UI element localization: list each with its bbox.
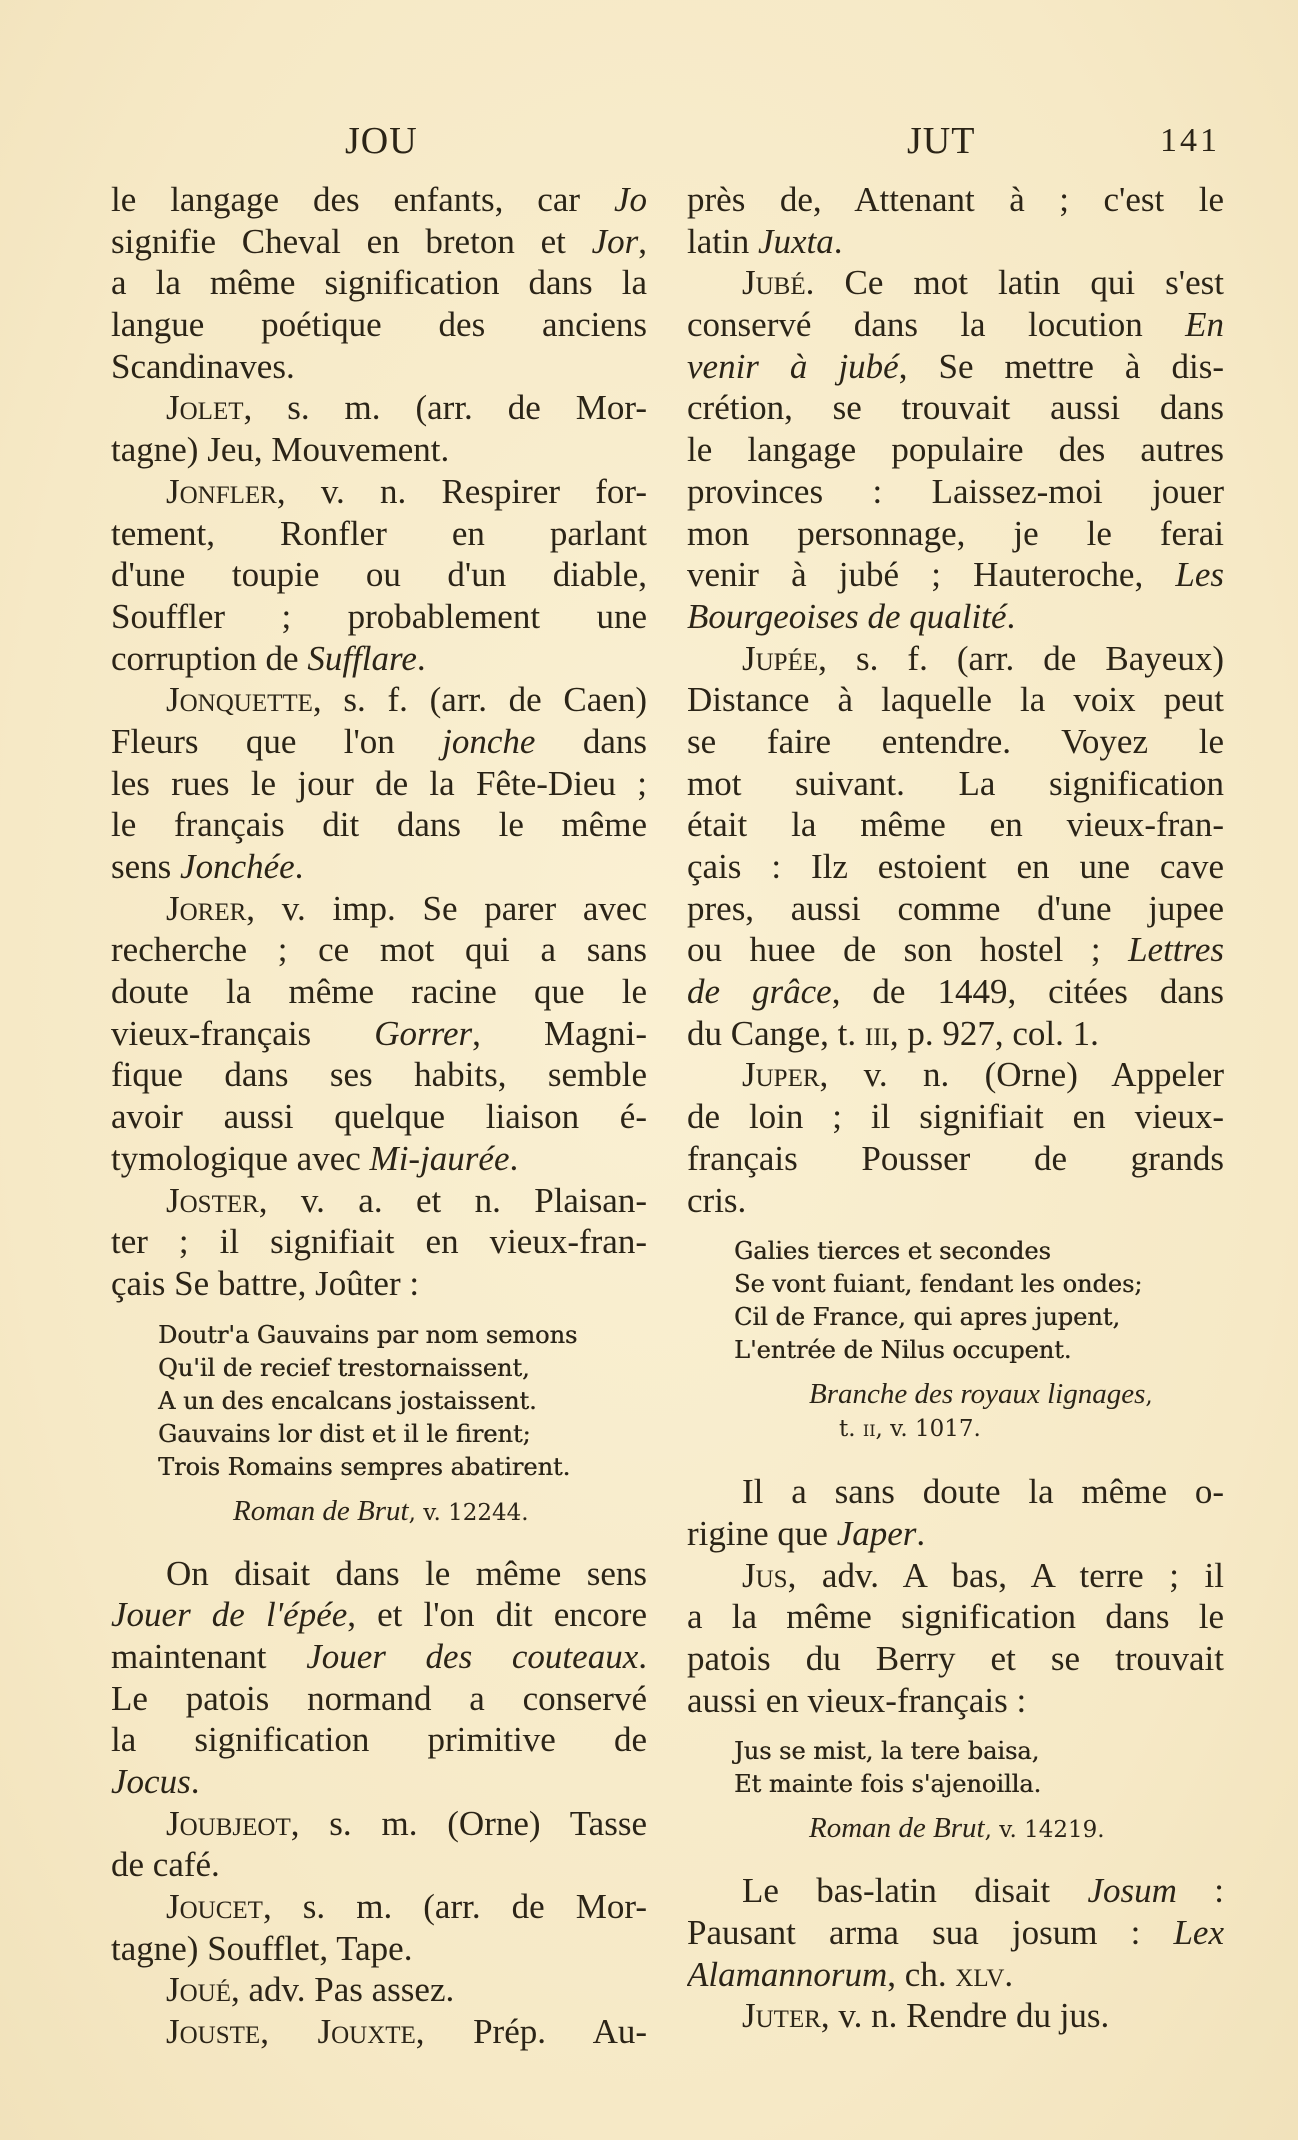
text-line [111, 1138, 647, 1180]
text-line [687, 262, 1224, 304]
text-line [111, 471, 647, 513]
text-run: Se vont fuiant, fendant les ondes; [734, 1270, 1143, 1299]
text-line [111, 1844, 647, 1886]
text-run: Jus se mist, la tere baisa, [734, 1737, 1040, 1766]
text-line [111, 262, 647, 304]
text-run: Qu'il de recief trestornaissent, [158, 1353, 530, 1382]
text-run: vieux-français [111, 1013, 375, 1053]
text-run: conservé dans la locution [687, 305, 1186, 345]
italic-term: Jocus [111, 1762, 191, 1801]
text-line [233, 1494, 647, 1529]
text-line [687, 554, 1224, 596]
text-run: Scandinaves. [111, 346, 295, 386]
text-run: . [638, 1636, 647, 1676]
text-line [111, 763, 647, 805]
dictionary-paragraph [687, 1471, 1224, 1554]
text-run: , v. imp. Se parer avec [246, 888, 647, 928]
text-line [111, 1803, 647, 1845]
dictionary-paragraph [111, 888, 647, 1180]
citation [687, 1811, 1224, 1846]
text-line [687, 179, 1224, 221]
text-run: , s. m. (Orne) Tasse [290, 1803, 647, 1843]
text-run: Trois Romains sempres abatirent. [158, 1452, 571, 1481]
italic-term: Jo [613, 180, 647, 219]
text-run: , de 1449, citées dans [831, 972, 1224, 1012]
text-run: du Cange, t. [687, 1013, 865, 1053]
text-run: , s. m. (arr. de Mor- [262, 1887, 647, 1927]
text-line [111, 679, 647, 721]
text-run: près de, Attenant à ; c'est le [687, 180, 1224, 219]
text-line [111, 1594, 647, 1636]
verse-quotation [111, 1319, 647, 1484]
text-run: maintenant [111, 1636, 307, 1676]
dictionary-paragraph [111, 1803, 647, 1886]
text-run: tymologique avec [111, 1138, 370, 1178]
text-line [111, 2011, 647, 2053]
italic-term: Branche des royaux lignages [809, 1378, 1146, 1411]
text-run: patois du Berry et se trouvait [687, 1638, 1224, 1678]
text-line [111, 1678, 647, 1720]
text-run: Gauvains lor dist et il le firent; [158, 1419, 531, 1448]
text-column-right [687, 179, 1224, 2037]
text-line [111, 304, 647, 346]
text-run: les rues le jour de la Fête-Dieu ; [111, 763, 647, 803]
headword: Juper [742, 1055, 820, 1095]
italic-term: Lettres [1128, 930, 1224, 970]
text-run: la signification primitive de [111, 1720, 647, 1760]
dictionary-paragraph [111, 387, 647, 470]
text-run: sens [111, 847, 181, 886]
headword: Juter [742, 1996, 821, 2036]
text-line [111, 929, 647, 971]
text-line [158, 1352, 647, 1385]
text-line [111, 1096, 647, 1138]
text-line [111, 1761, 647, 1803]
text-line [687, 1513, 1224, 1555]
text-run: . [1006, 596, 1016, 636]
text-line [111, 1969, 647, 2011]
text-line [111, 1013, 647, 1055]
text-line [111, 804, 647, 846]
text-run: , Prép. Au- [415, 2012, 647, 2052]
text-run: doute la même racine que le [111, 972, 647, 1012]
text-run: , Se mettre à dis- [898, 346, 1224, 386]
text-line [111, 429, 647, 471]
text-line [687, 804, 1224, 846]
dictionary-paragraph [687, 1054, 1224, 1221]
text-line [111, 1719, 647, 1761]
running-head-right: JUT [907, 120, 976, 162]
text-run: On disait dans le même sens [166, 1553, 647, 1593]
text-run: , v. n. Rendre du jus. [820, 1996, 1110, 2036]
text-run: latin [687, 221, 758, 261]
text-line [687, 1471, 1224, 1513]
text-run: . [294, 847, 304, 886]
text-line [158, 1418, 647, 1451]
text-run: . [416, 638, 426, 678]
text-line [111, 971, 647, 1013]
italic-term: Jouer de l'épée [111, 1595, 348, 1635]
text-line [111, 387, 647, 429]
dictionary-paragraph [687, 1555, 1224, 1722]
text-line [687, 1555, 1224, 1597]
text-run: . [833, 221, 843, 261]
dictionary-paragraph [687, 1995, 1224, 2037]
text-line [111, 346, 647, 388]
text-line [687, 1138, 1224, 1180]
text-line [111, 1636, 647, 1678]
headword: Jonfler [166, 471, 277, 511]
italic-term: Roman de Brut [809, 1812, 985, 1845]
text-column-left [111, 179, 647, 2053]
text-line [687, 304, 1224, 346]
text-line [809, 1412, 1224, 1447]
text-run: Fleurs que l'on [111, 721, 443, 761]
text-run: Distance à laquelle la voix peut [687, 680, 1224, 720]
text-run: A un des encalcans jostaissent. [158, 1386, 537, 1415]
text-line [734, 1735, 1224, 1768]
text-run: , adv. A bas, A terre ; il [787, 1555, 1224, 1595]
text-line [111, 179, 647, 221]
citation [687, 1377, 1224, 1447]
italic-term: venir à jubé [687, 346, 899, 386]
text-run: aussi en vieux-français : [687, 1680, 1027, 1720]
text-line [111, 596, 647, 638]
text-run: , v. n. (Orne) Appeler [819, 1055, 1224, 1095]
text-line [111, 1180, 647, 1222]
text-line [687, 638, 1224, 680]
headword: Jouxte [317, 2012, 416, 2052]
text-run: Il a sans doute la même o- [742, 1472, 1224, 1512]
text-line [687, 596, 1224, 638]
text-line [158, 1319, 647, 1352]
text-run: , v. n. Respirer for- [276, 471, 647, 511]
text-line [734, 1268, 1224, 1301]
text-line [687, 846, 1224, 888]
text-line [809, 1377, 1224, 1412]
text-run: çais Se battre, Joûter : [111, 1263, 420, 1303]
text-line [111, 721, 647, 763]
text-run: . Ce mot latin qui s'est [805, 263, 1224, 303]
italic-term: Josum [1087, 1871, 1177, 1911]
text-run: rigine que [687, 1513, 837, 1553]
text-line [687, 513, 1224, 555]
text-line [687, 1912, 1224, 1954]
text-run: mot suivant. La signification [687, 763, 1224, 803]
text-run: Et mainte fois s'ajenoilla. [734, 1770, 1042, 1799]
text-run: recherche ; ce mot qui a sans [111, 930, 647, 970]
text-line [809, 1811, 1224, 1846]
text-line [111, 1221, 647, 1263]
headword: Jupée [742, 638, 819, 678]
text-run: dans [535, 721, 647, 761]
text-run: , s. m. (arr. de Mor- [243, 388, 647, 428]
text-line [111, 638, 647, 680]
italic-term: En [1185, 305, 1224, 345]
italic-term: jonche [442, 721, 536, 761]
text-run: a la même signification dans la [111, 263, 647, 303]
dictionary-paragraph [111, 179, 647, 387]
text-line [687, 1013, 1224, 1055]
text-line [111, 1553, 647, 1595]
text-run: L'entrée de Nilus occupent. [734, 1336, 1072, 1365]
text-line [687, 971, 1224, 1013]
verse-quotation [687, 1235, 1224, 1367]
italic-term: Bourgeoises de qualité [687, 596, 1007, 636]
text-run: d'une toupie ou d'un diable, [111, 555, 647, 595]
text-line [111, 1928, 647, 1970]
text-line [111, 554, 647, 596]
text-run: , adv. Pas assez. [231, 1970, 455, 2010]
text-run: ter ; il signifiait en vieux-fran- [111, 1222, 647, 1262]
text-run: corruption de [111, 638, 308, 678]
text-line [687, 1596, 1224, 1638]
text-run: , et l'on dit encore [347, 1595, 647, 1635]
text-line [111, 1886, 647, 1928]
text-run: de loin ; il signifiait en vieux- [687, 1097, 1224, 1137]
text-line [158, 1385, 647, 1418]
text-run: se faire entendre. Voyez le [687, 721, 1224, 761]
text-run: le langage des enfants, car [111, 180, 614, 219]
text-run: Pausant arma sua josum : [687, 1913, 1174, 1952]
dictionary-paragraph [687, 179, 1224, 262]
headword: Jolet [166, 388, 244, 428]
citation [111, 1494, 647, 1529]
headword: Joster [166, 1180, 259, 1220]
text-line [687, 1638, 1224, 1680]
text-run: le français dit dans le même [111, 805, 647, 845]
text-line [687, 387, 1224, 429]
text-line [111, 888, 647, 930]
dictionary-paragraph [687, 638, 1224, 1055]
text-run: , v. 12244. [408, 1499, 529, 1526]
headword: Joubjeot [166, 1803, 291, 1843]
dictionary-paragraph [687, 262, 1224, 637]
headword: Jus [742, 1555, 788, 1595]
headword: Jonquette [166, 680, 313, 720]
italic-term: Lex [1173, 1913, 1224, 1952]
headword: Joucet [166, 1887, 263, 1927]
italic-term: Sufflare [307, 638, 417, 678]
italic-term: Alamannorum [687, 1954, 888, 1994]
text-run: langue poétique des anciens [111, 305, 647, 345]
text-run: le langage populaire des autres [687, 430, 1224, 470]
text-run: crétion, se trouvait aussi dans [687, 388, 1224, 428]
text-line [111, 1263, 647, 1305]
text-run: signifie Cheval en breton et [111, 221, 592, 261]
text-run: tement, Ronfler en parlant [111, 513, 647, 553]
text-run: cris. [687, 1180, 747, 1220]
text-line [687, 1180, 1224, 1222]
text-line [111, 1054, 647, 1096]
text-line [687, 1054, 1224, 1096]
text-run: , v. 14219. [984, 1817, 1105, 1844]
text-line [687, 1954, 1224, 1996]
text-run: : [1176, 1871, 1224, 1911]
text-line [687, 763, 1224, 805]
text-run: était la même en vieux-fran- [687, 805, 1224, 845]
page-number: 141 [1160, 122, 1220, 159]
text-line [687, 1995, 1224, 2037]
text-line [687, 888, 1224, 930]
dictionary-paragraph [111, 2011, 647, 2053]
headword: ii [862, 1416, 876, 1443]
text-line [734, 1768, 1224, 1801]
italic-term: Gorrer [374, 1013, 473, 1053]
headword: xlv [955, 1954, 1005, 1994]
text-run: français Pousser de grands [687, 1138, 1224, 1178]
italic-term: Les [1175, 555, 1224, 595]
text-line [687, 346, 1224, 388]
text-line [734, 1235, 1224, 1268]
text-run: provinces : Laissez-moi jouer [687, 471, 1224, 511]
text-run: , v. 1017. [875, 1416, 981, 1443]
dictionary-paragraph [111, 471, 647, 679]
text-run: tagne) Soufflet, Tape. [111, 1928, 413, 1968]
dictionary-paragraph [111, 1886, 647, 1969]
text-run: Le patois normand a conservé [111, 1678, 647, 1718]
text-line [687, 429, 1224, 471]
dictionary-paragraph [111, 1553, 647, 1803]
headword: Jorer [166, 888, 247, 928]
text-run: pres, aussi comme d'une jupee [687, 888, 1224, 928]
italic-term: Roman de Brut [233, 1494, 409, 1527]
text-run: , [260, 2012, 318, 2052]
dictionary-paragraph [111, 1969, 647, 2011]
headword: iii [864, 1013, 890, 1053]
text-run: de café. [111, 1845, 220, 1885]
text-run: ou huee de son hostel ; [687, 930, 1129, 970]
text-run: çais : Ilz estoient en une cave [687, 847, 1224, 886]
running-head-left: JOU [345, 120, 418, 162]
text-line [111, 513, 647, 555]
text-line [687, 221, 1224, 263]
italic-term: Mi-jaurée [369, 1138, 510, 1178]
text-run: Souffler ; probablement une [111, 596, 647, 636]
text-run: mon personnage, je le ferai [687, 513, 1224, 553]
verse-quotation [687, 1735, 1224, 1801]
text-run: , s. f. (arr. de Caen) [312, 680, 647, 720]
text-run: venir à jubé ; Hauteroche, [687, 555, 1176, 595]
text-line [687, 1096, 1224, 1138]
text-line [158, 1451, 647, 1484]
text-run: , Magni- [472, 1013, 647, 1053]
text-line [734, 1334, 1224, 1367]
headword: Joué [166, 1970, 231, 2010]
text-run: tagne) Jeu, Mouvement. [111, 430, 450, 470]
headword: Jouste [166, 2012, 261, 2052]
italic-term: Juxta [757, 221, 834, 261]
text-run: avoir aussi quelque liaison é- [111, 1097, 647, 1137]
text-run: . [190, 1762, 200, 1801]
italic-term: Jonchée [180, 847, 295, 886]
text-run: . [509, 1138, 519, 1178]
text-line [111, 846, 647, 888]
text-line [687, 471, 1224, 513]
text-line [111, 221, 647, 263]
text-run: . [1004, 1954, 1014, 1994]
italic-term: Jouer des couteaux [306, 1636, 639, 1676]
text-run: t. [839, 1416, 863, 1443]
text-run: Doutr'a Gauvains par nom semons [158, 1320, 578, 1349]
text-run: , v. a. et n. Plaisan- [258, 1180, 647, 1220]
headword: Jubé [742, 263, 806, 303]
italic-term: Japer [836, 1513, 917, 1553]
text-run: , s. f. (arr. de Bayeux) [818, 638, 1224, 678]
text-run: . [916, 1513, 926, 1553]
dictionary-paragraph [687, 1870, 1224, 1995]
text-line [687, 1680, 1224, 1722]
dictionary-paragraph [111, 679, 647, 887]
text-run: Cil de France, qui apres jupent, [734, 1303, 1120, 1332]
text-line [687, 929, 1224, 971]
italic-term: de grâce [687, 972, 832, 1012]
text-line [687, 1870, 1224, 1912]
text-line [687, 721, 1224, 763]
text-line [734, 1301, 1224, 1334]
text-run: Le bas-latin disait [742, 1871, 1088, 1911]
text-line [687, 679, 1224, 721]
text-run: a la même signification dans le [687, 1597, 1224, 1637]
text-run: , [1145, 1383, 1153, 1410]
text-run: fique dans ses habits, semble [111, 1055, 647, 1095]
dictionary-paragraph [111, 1180, 647, 1305]
text-run: , p. 927, col. 1. [889, 1013, 1099, 1053]
text-run: , ch. [887, 1954, 956, 1994]
italic-term: Jor [591, 221, 639, 261]
text-run: , [638, 221, 647, 261]
text-run: Galies tierces et secondes [734, 1237, 1051, 1266]
